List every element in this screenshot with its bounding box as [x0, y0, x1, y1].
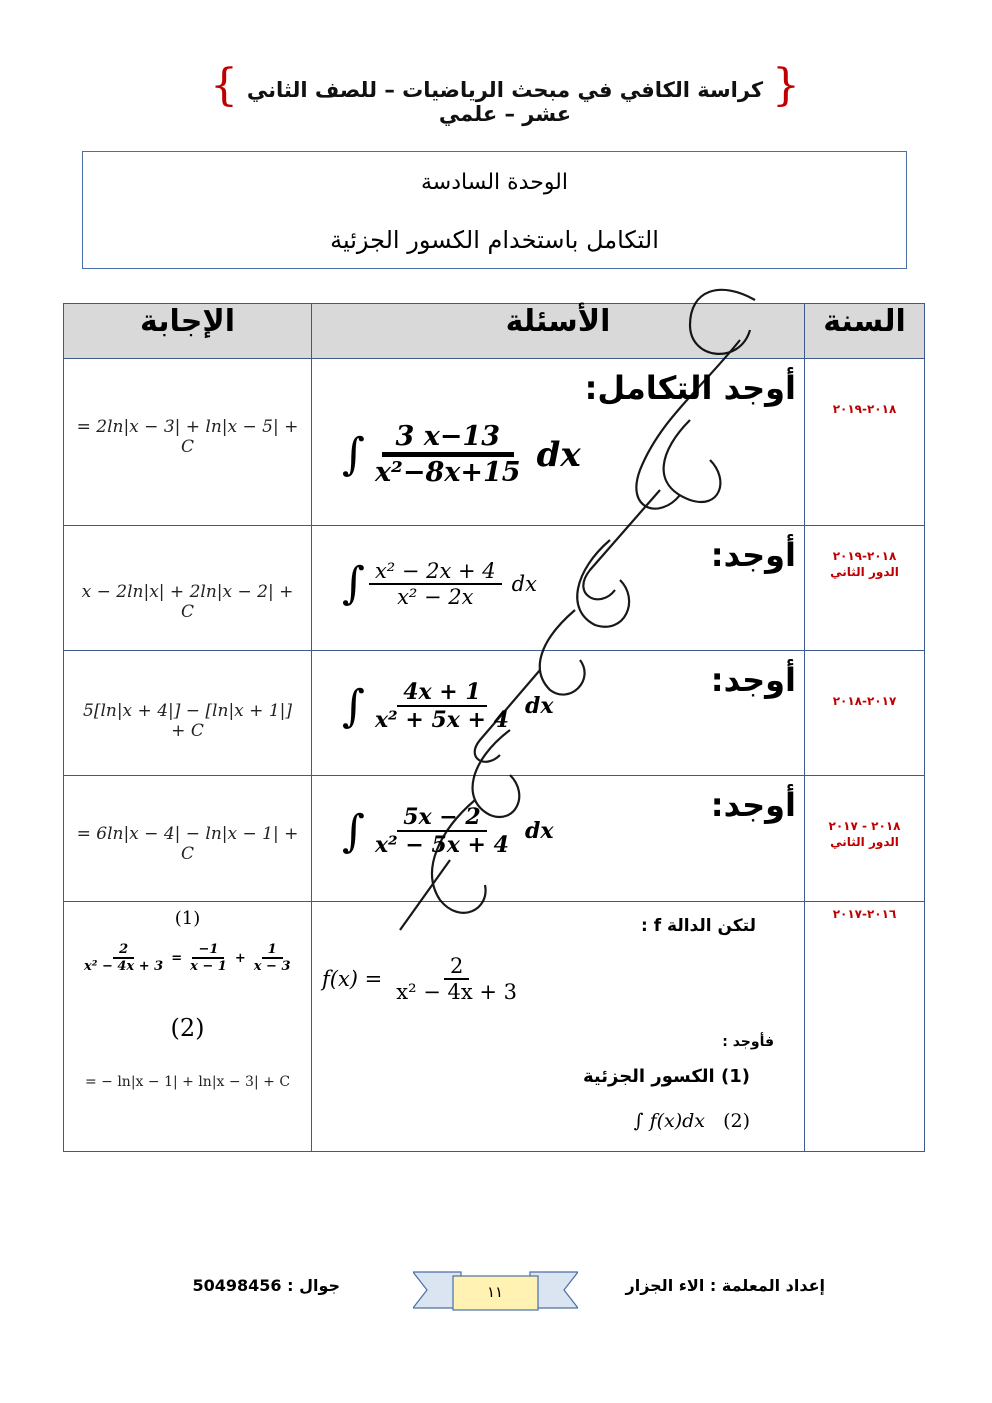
integral-expression: [342, 421, 581, 488]
denominator: x² + 5x + 4: [374, 707, 509, 733]
header-questions: الأسئلة: [312, 304, 805, 359]
year-cell: [805, 359, 925, 526]
denominator: x² − 2x: [397, 584, 474, 609]
numerator: −1: [192, 942, 224, 959]
numerator: 2: [444, 954, 469, 980]
denominator: x²−8x+15: [374, 457, 521, 488]
equals-sign: =: [171, 950, 183, 966]
question-cell: [312, 651, 805, 776]
integral-sign: ∫: [342, 429, 365, 480]
answer-part-2-label: (2): [170, 1014, 205, 1042]
find-text: فأوجد :: [722, 1034, 774, 1050]
question-prompt: أوجد:: [710, 786, 796, 824]
numerator: 4x + 1: [397, 679, 486, 707]
question-cell: [312, 359, 805, 526]
page-number: ١١: [486, 1283, 504, 1301]
year-label: [805, 818, 924, 850]
dx-label: dx: [511, 571, 537, 596]
question-cell: [312, 526, 805, 651]
table-row: [64, 776, 925, 902]
function-definition: [322, 954, 523, 1004]
answer-text: 5[ln|x + 4|] − [ln|x + 1|] + C: [83, 701, 292, 741]
denominator: x² − 4x + 3: [396, 980, 518, 1004]
year-note: الدور الثاني: [830, 565, 899, 579]
item-2: [634, 1110, 750, 1132]
question-cell: [312, 776, 805, 902]
dx-label: dx: [536, 434, 581, 475]
answer-cell: [64, 526, 312, 651]
unit-title: الوحدة السادسة: [420, 170, 569, 195]
denominator: x − 3: [253, 959, 291, 974]
plus-sign: +: [234, 950, 246, 966]
fraction: [369, 559, 502, 609]
question-prompt: أوجد التكامل:: [584, 369, 796, 407]
table-row: [64, 526, 925, 651]
denominator: x² − 4x + 3: [84, 959, 164, 974]
answer-part-2: = − ln|x − 1| + ln|x − 3| + C: [84, 1074, 291, 1090]
year-label: ۲۰۱۸-۲۰۱۷: [832, 694, 897, 708]
unit-box: [82, 151, 907, 269]
questions-table: [63, 303, 925, 1152]
header-answer: الإجابة: [64, 304, 312, 359]
prepared-by: إعداد المعلمة : الاء الجزار: [625, 1276, 825, 1295]
answer-cell: [64, 776, 312, 902]
numerator: x² − 2x + 4: [369, 559, 502, 585]
dx-label: dx: [524, 693, 554, 719]
table-header-row: [64, 304, 925, 359]
item-2-text: ∫ f(x)dx: [633, 1110, 706, 1132]
integral-expression: [342, 804, 553, 858]
right-brace: }: [772, 60, 800, 111]
integral-sign: ∫: [342, 805, 365, 857]
fraction: [369, 679, 515, 733]
numerator: 3 x−13: [382, 421, 514, 457]
year-cell: [805, 526, 925, 651]
integral-sign: ∫: [342, 558, 365, 609]
denominator: x − 1: [190, 959, 227, 974]
numerator: 1: [262, 942, 283, 959]
table-row: [64, 902, 925, 1152]
table-row: [64, 359, 925, 526]
fraction: [184, 942, 233, 974]
year-cell: [805, 776, 925, 902]
header-year: السنة: [805, 304, 925, 359]
header-title: كراسة الكافي في مبحث الرياضيات – للصف الثاني عشر – علمي: [246, 78, 764, 126]
answer-partial-fractions: [78, 942, 297, 974]
let-function-text: لتكن الدالة f :: [640, 916, 756, 936]
year-range: ۲۰۱۸ - ۲۰۱۷: [828, 819, 901, 833]
integral-expression: [342, 558, 537, 609]
fraction: [78, 942, 169, 974]
year-label: ۲۰۱۹-۲۰۱۸: [832, 402, 897, 416]
phone-number: جوال : 50498456: [192, 1276, 340, 1295]
page-header: [210, 60, 800, 126]
year-note: الدور الثاني: [830, 835, 899, 849]
item-1-number: (1): [721, 1066, 750, 1087]
answer-cell: [64, 359, 312, 526]
year-cell: [805, 651, 925, 776]
year-range: ۲۰۱۹-۲۰۱۸: [832, 549, 897, 563]
table-row: [64, 651, 925, 776]
answer-text: = 6ln|x − 4| − ln|x − 1| + C: [76, 824, 299, 864]
item-1-text: الكسور الجزئية: [582, 1066, 715, 1087]
function-lhs: f(x) =: [322, 967, 383, 991]
answer-text: = 2ln|x − 3| + ln|x − 5| + C: [76, 417, 299, 457]
answer-cell: [64, 651, 312, 776]
year-cell: [805, 902, 925, 1152]
function-fraction: [390, 954, 523, 1004]
left-brace: {: [210, 60, 238, 111]
fraction: [369, 804, 515, 858]
item-2-number: (2): [723, 1110, 750, 1132]
unit-subtitle: التكامل باستخدام الكسور الجزئية: [330, 226, 659, 254]
integral-expression: [342, 679, 553, 733]
item-1: [583, 1066, 750, 1087]
answer-cell: [64, 902, 312, 1152]
answer-part-1-label: (1): [174, 908, 201, 929]
denominator: x² − 5x + 4: [374, 832, 509, 858]
year-label: ۲۰۱۷-۲۰۱٦: [832, 907, 897, 921]
numerator: 5x − 2: [397, 804, 486, 832]
numerator: 2: [113, 942, 134, 959]
integral-sign: ∫: [342, 680, 365, 732]
answer-text: x − 2ln|x| + 2ln|x − 2| + C: [81, 582, 294, 622]
question-prompt: أوجد:: [710, 536, 796, 574]
fraction: [369, 421, 527, 488]
year-label: [805, 548, 924, 580]
question-cell: [312, 902, 805, 1152]
dx-label: dx: [524, 818, 554, 844]
fraction: [248, 942, 297, 974]
question-prompt: أوجد:: [710, 661, 796, 699]
